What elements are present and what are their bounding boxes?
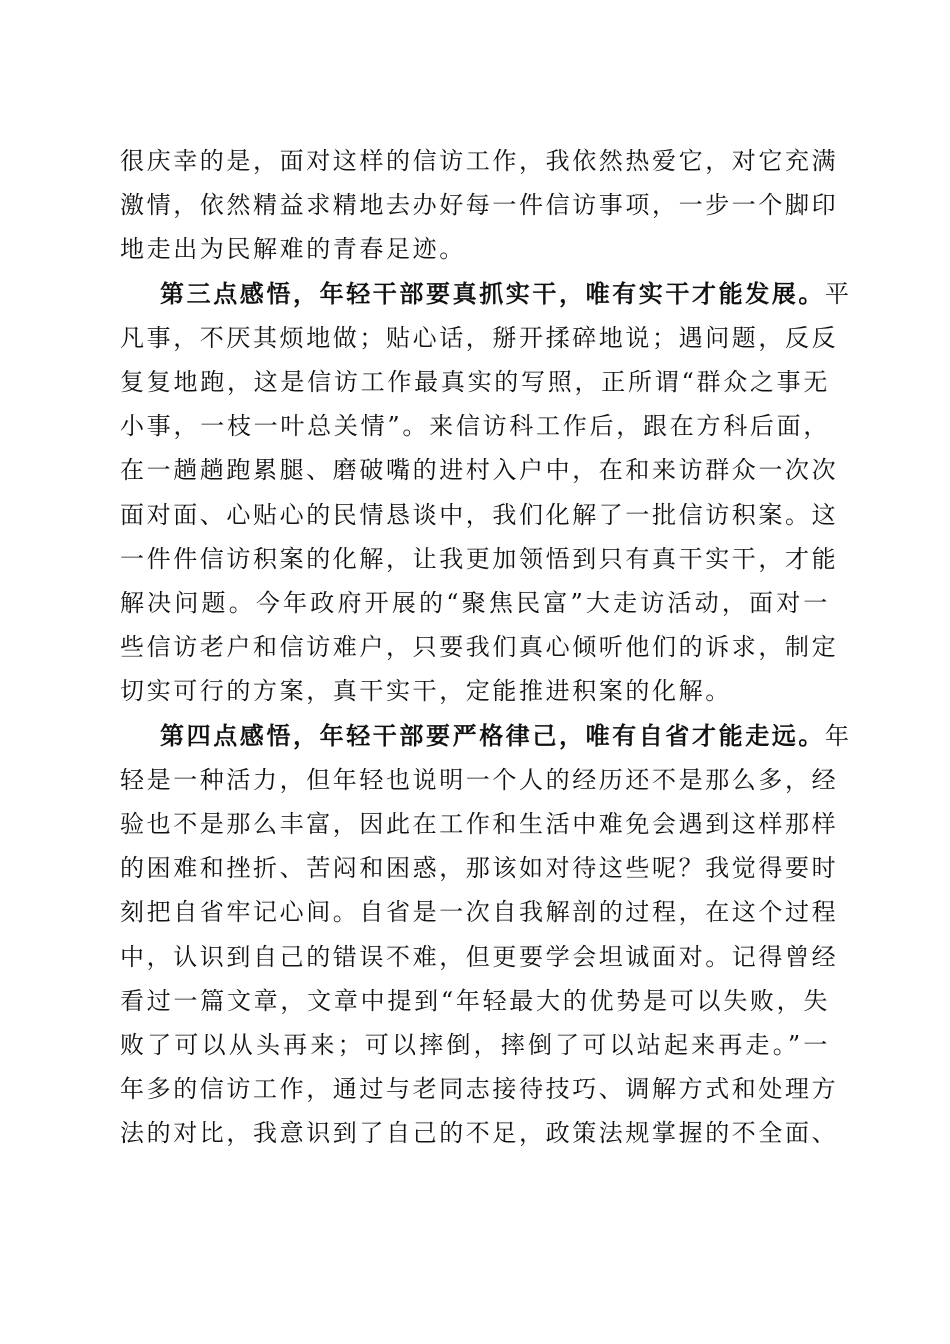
paragraph-first-line-rest: 年 [825, 721, 852, 750]
paragraph-first-line [120, 272, 852, 316]
text-line: 激情，依然精益求精地去办好每一件信访事项，一步一个脚印 [120, 191, 839, 220]
text-line: 小事，一枝一叶总关情”。来信访科工作后，跟在方科后面， [120, 412, 830, 441]
text-line: 刻把自省牢记心间。自省是一次自我解剖的过程，在这个过程 [120, 898, 839, 927]
text-line: 轻是一种活力，但年轻也说明一个人的经历还不是那么多，经 [120, 765, 839, 794]
document-body [120, 139, 852, 1156]
paragraph-first-line [120, 714, 852, 758]
text-line: 一件件信访积案的化解，让我更加领悟到只有真干实干，才能 [120, 544, 839, 573]
paragraph-2 [120, 272, 852, 714]
text-line: 验也不是那么丰富，因此在工作和生活中难免会遇到这样那样 [120, 810, 839, 839]
paragraph-3 [120, 714, 852, 1156]
text-line: 在一趟趟跑累腿、磨破嘴的进村入户中，在和来访群众一次次 [120, 456, 839, 485]
text-line: 很庆幸的是，面对这样的信访工作，我依然热爱它，对它充满 [120, 147, 839, 175]
text-line: 看过一篇文章，文章中提到“年轻最大的优势是可以失败，失 [120, 986, 830, 1015]
paragraph-first-line-rest: 平 [825, 279, 852, 308]
text-line: 解决问题。今年政府开展的“聚焦民富”大走访活动，面对一 [120, 589, 830, 618]
paragraph-heading: 第四点感悟，年轻干部要严格律己，唯有自省才能走远。 [160, 720, 825, 750]
text-line: 法的对比，我意识到了自己的不足，政策法规掌握的不全面、 [120, 1119, 839, 1148]
text-line: 败了可以从头再来；可以摔倒，摔倒了可以站起来再走。”一 [120, 1031, 830, 1060]
text-line: 切实可行的方案，真干实干，定能推进积案的化解。 [120, 677, 732, 706]
text-line: 中，认识到自己的错误不难，但更要学会坦诚面对。记得曾经 [120, 942, 839, 971]
text-line: 复复地跑，这是信访工作最真实的写照，正所谓“群众之事无 [120, 368, 830, 397]
paragraph-heading: 第三点感悟，年轻干部要真抓实干，唯有实干才能发展。 [160, 278, 825, 308]
paragraph-1 [120, 139, 839, 272]
text-line: 些信访老户和信访难户，只要我们真心倾听他们的诉求，制定 [120, 633, 839, 662]
text-line: 凡事，不厌其烦地做；贴心话，掰开揉碎地说；遇问题，反反 [120, 323, 839, 352]
text-line: 年多的信访工作，通过与老同志接待技巧、调解方式和处理方 [120, 1075, 839, 1104]
text-line: 的困难和挫折、苦闷和困惑，那该如对待这些呢？我觉得要时 [120, 854, 839, 883]
text-line: 面对面、心贴心的民情恳谈中，我们化解了一批信访积案。这 [120, 500, 839, 529]
text-line: 地走出为民解难的青春足迹。 [120, 235, 466, 264]
